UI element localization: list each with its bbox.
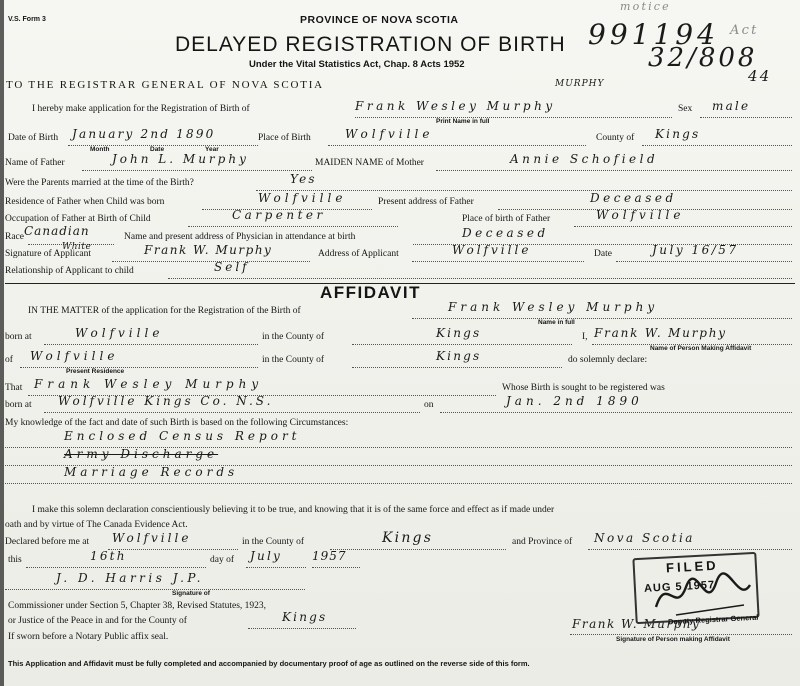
father-label: Name of Father (5, 158, 65, 168)
declared-at-value: Wolfville (112, 531, 192, 545)
father-pob-label: Place of birth of Father (462, 214, 551, 224)
province-label: and Province of (512, 537, 573, 547)
married-label: Were the Parents married at the time of the Birth? (5, 178, 194, 188)
residence-county-value: Kings (436, 349, 482, 363)
scan-edge (0, 0, 4, 686)
pob-label: Place of Birth (258, 133, 311, 143)
born-at-label: born at (5, 332, 32, 342)
file-number-2: 32/808 (648, 43, 758, 73)
declared-county-label: in the County of (242, 537, 305, 547)
born-at-label-2: born at (5, 400, 32, 410)
married-value: Yes (290, 172, 317, 186)
this-label: this (8, 555, 22, 565)
corner-note-1: motice (620, 0, 671, 13)
notary-seal-label: If sworn before a Notary Public affix seal. (8, 632, 169, 642)
application-date-value: July 16/57 (652, 243, 739, 257)
commissioner-signature-value: J. D. Harris J.P. (56, 571, 204, 585)
affiant-name-caption: Name of Person Making Affidavit (650, 345, 752, 352)
declared-before-label: Declared before me at (5, 537, 90, 547)
registrar-signature-mark (643, 565, 756, 625)
child-name-value: Frank Wesley Murphy (355, 99, 556, 113)
father-value: John L. Murphy (112, 152, 249, 166)
present-residence-caption: Present Residence (66, 368, 125, 375)
corner-note-3: 44 (748, 67, 772, 85)
affidavit-heading: AFFIDAVIT (320, 283, 422, 302)
name-in-full-caption: Name in full (538, 319, 575, 326)
commissioner-label-2: or Justice of the Peace in and for the County of (8, 616, 187, 626)
sex-value: male (712, 99, 751, 113)
circumstance-2: Army Discharge (64, 447, 219, 461)
affidavit-county-value: Kings (436, 326, 482, 340)
corner-note-2: Act (730, 23, 759, 38)
on-label: on (424, 400, 434, 410)
date-caption: Date (150, 146, 165, 153)
declaration-text-1: I make this solemn declaration conscientiously believing it to be true, and knowing that it is of the same force and effect as if made under (32, 505, 555, 515)
affidavit-name-value: Frank Wesley Murphy (448, 300, 659, 314)
commissioner-label-1: Commissioner under Section 5, Chapter 38, Revised Statutes, 1923, (8, 601, 267, 611)
year-value: 1957 (312, 549, 347, 563)
month-caption: Month (90, 146, 110, 153)
father-residence-label: Residence of Father when Child was born (5, 197, 165, 207)
declare-label: do solemnly declare: (568, 355, 648, 365)
race-note: White (62, 242, 92, 252)
occupation-label: Occupation of Father at Birth of Child (5, 214, 151, 224)
child-name-caps: MURPHY (555, 79, 605, 89)
print-name-caption: Print Name in full (436, 118, 490, 125)
residence-value: Wolfville (30, 349, 119, 363)
relationship-value: Self (214, 260, 250, 274)
physician-label: Name and present address of Physician in attendance at birth (124, 232, 356, 242)
applicant-signature-value: Frank W. Murphy (144, 243, 273, 257)
commissioner-county-value: Kings (282, 610, 328, 624)
relationship-label: Relationship of Applicant to child (5, 266, 134, 276)
dob-value: January 2nd 1890 (72, 127, 216, 141)
county-value: Kings (655, 127, 701, 141)
stamp-date: AUG 5 1957 (643, 579, 716, 595)
born-at-value-2: Wolfville Kings Co. N.S. (58, 394, 274, 408)
application-intro-label: I hereby make application for the Registration of Birth of (32, 104, 250, 114)
i-label: I, (582, 332, 588, 342)
form-number: V.S. Form 3 (8, 16, 46, 23)
race-label: Race (5, 232, 24, 242)
dob-label: Date of Birth (8, 133, 59, 143)
pob-value: Wolfville (345, 127, 434, 141)
form-title: DELAYED REGISTRATION OF BIRTH (175, 33, 566, 56)
month-value: July (250, 549, 282, 563)
stamp-registrar: Deputy Registrar General (667, 612, 759, 627)
on-date-value: Jan. 2nd 1890 (506, 394, 643, 408)
act-subtitle: Under the Vital Statistics Act, Chap. 8 Acts 1952 (249, 59, 465, 70)
declaration-text-2: oath and by virtue of The Canada Evidence Act. (5, 520, 188, 530)
father-address-value: Deceased (590, 191, 677, 205)
occupation-value: Carpenter (232, 208, 326, 222)
physician-value: Deceased (462, 226, 549, 240)
father-residence-value: Wolfville (258, 191, 347, 205)
signature-of-caption: Signature of (172, 590, 210, 597)
province-heading: PROVINCE OF NOVA SCOTIA (300, 14, 459, 26)
applicant-address-value: Wolfville (452, 243, 532, 257)
race-value: Canadian (24, 224, 90, 238)
affiant-signature-caption: Signature of Person making Affidavit (616, 636, 730, 643)
father-pob-value: Wolfville (596, 208, 685, 222)
footer-note: This Application and Affidavit must be fully completed and accompanied by documentary proof of age as outlined on the reverse side of this form. (8, 659, 530, 668)
province-value: Nova Scotia (594, 531, 695, 545)
that-label: That (5, 383, 23, 393)
year-caption: Year (205, 146, 219, 153)
county-label: County of (596, 133, 635, 143)
registrar-address: TO THE REGISTRAR GENERAL OF NOVA SCOTIA (6, 79, 324, 91)
born-at-value: Wolfville (75, 326, 164, 340)
father-address-label: Present address of Father (378, 197, 474, 207)
affiant-name-value: Frank W. Murphy (594, 326, 727, 340)
circumstance-3: Marriage Records (64, 465, 239, 479)
day-value: 16th (90, 549, 127, 563)
in-county-label: in the County of (262, 332, 325, 342)
filed-stamp (616, 555, 776, 653)
that-value: Frank Wesley Murphy (34, 377, 264, 391)
applicant-address-label: Address of Applicant (318, 249, 399, 259)
mother-value: Annie Schofield (510, 152, 659, 166)
mother-label: MAIDEN NAME of Mother (315, 158, 424, 168)
circumstance-1: Enclosed Census Report (64, 429, 301, 443)
whose-birth-label: Whose Birth is sought to be registered was (502, 383, 665, 393)
of-label: of (5, 355, 13, 365)
file-number-1: 991194 (588, 18, 719, 51)
in-county-label-2: in the County of (262, 355, 325, 365)
application-date-label: Date (594, 249, 612, 259)
stamp-filed: FILED (665, 557, 719, 576)
sex-label: Sex (678, 104, 693, 114)
applicant-signature-label: Signature of Applicant (5, 249, 92, 259)
declared-county-value: Kings (382, 530, 434, 546)
affiant-signature-value: Frank W. Murphy (572, 617, 701, 631)
day-of-label: day of (210, 555, 235, 565)
knowledge-label: My knowledge of the fact and date of such Birth is based on the following Circumstances: (5, 418, 349, 428)
affidavit-intro-label: IN THE MATTER of the application for the Registration of the Birth of (28, 306, 301, 316)
